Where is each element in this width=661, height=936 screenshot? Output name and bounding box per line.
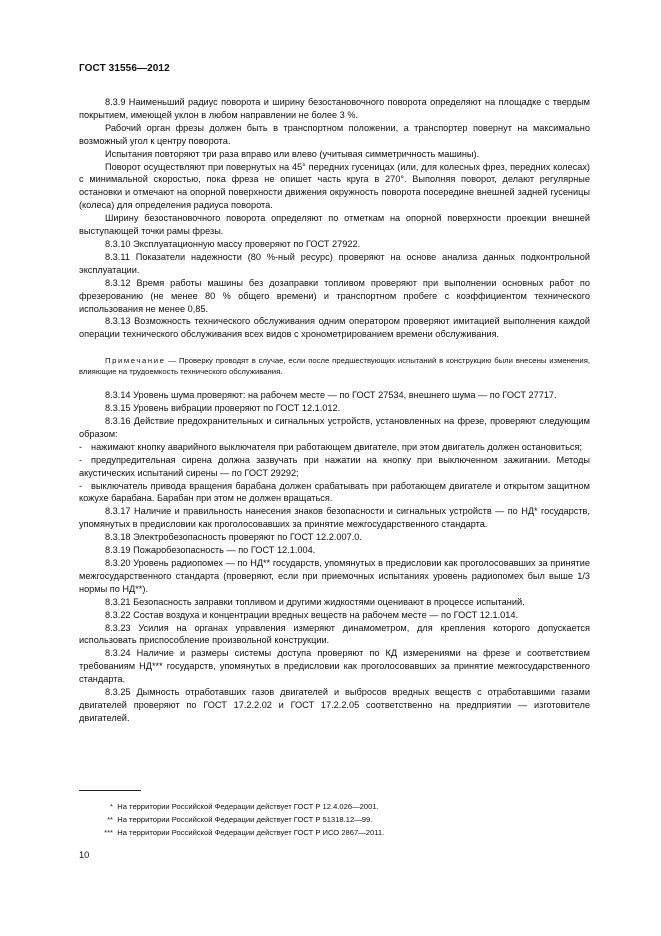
footnotes [79, 800, 590, 840]
paragraph: Рабочий орган фрезы должен быть в транспортном положении, а транспортер повернут на максимально возможный угол к центру поворота. [79, 122, 590, 146]
paragraph: 8.3.19 Пожаробезопасность — по ГОСТ 12.1.004. [105, 545, 316, 556]
paragraph: 8.3.17 Наличие и правильность нанесения знаков безопасности и сигнальных устройств — по НД* государств, упомянутых в предисловии как проголосовавших за принятие межгосударственного стандарта. [79, 506, 590, 530]
paragraph: 8.3.18 Электробезопасность проверяют по ГОСТ 12.2.007.0. [105, 532, 362, 543]
paragraph: 8.3.9 Наименьший радиус поворота и ширину безостановочного поворота определяют на площадке с твердым покрытием, имеющей уклон в любом направлении не более 3 %. [79, 97, 590, 120]
document-header: ГОСТ 31556—2012 [79, 63, 170, 74]
paragraph: 8.3.16 Действие предохранительных и сигнальных устройств, установленных на фрезе, проверяют следующим образом: [79, 416, 590, 439]
page-number: 10 [79, 850, 90, 860]
note-label: Примечание [105, 356, 166, 366]
paragraph: 8.3.13 Возможность технического обслуживания одним оператором проверяют имитацией выполнения каждой операции технического обслуживания всех видов с хронометрированием времени обслуживания. [79, 316, 590, 340]
paragraph: 8.3.22 Состав воздуха и концентрации вредных веществ на рабочем месте — по ГОСТ 12.1.014. [105, 609, 519, 620]
paragraph: Испытания повторяют три раза вправо или влево (учитывая симметричность машины). [105, 148, 480, 159]
paragraph: 8.3.25 Дымность отработавших газов двигателей и выбросов вредных веществ с отработавшими газами двигателей проверяют по ГОСТ 17.2.2.02 и ГОСТ 17.2.2.05 соответственно на предприятии — изготовителе двигателей. [79, 687, 590, 723]
footnote-divider [79, 790, 141, 791]
paragraph: 8.3.24 Наличие и размеры системы доступа проверяют по КД измерениями на фрезе и соответствием требованиям НД*** государств, упомянутых в предисловии как проголосовавших за принятие межгосударственного стандарта. [79, 648, 590, 685]
list-dash: - [79, 454, 83, 465]
paragraph: 8.3.10 Эксплуатационную массу проверяют по ГОСТ 27922. [105, 238, 361, 249]
paragraph: 8.3.20 Уровень радиопомех — по НД** государств, упомянутых в предисловии как проголосовавших за принятие межгосударственного стандарта (проверяют, если при приемочных испытаниях уровень радиопомех был выше 1/3 нормы по НД**). [79, 558, 590, 594]
list-dash: - [79, 480, 83, 491]
document-body [79, 96, 590, 725]
note-text: — Проверку проводят в случае, если после предшествующих испытаний в конструкцию были внесены изменения, влияющие на трудоемкость технического обслуживания. [79, 356, 590, 377]
paragraph: 8.3.12 Время работы машины без дозаправки топливом проверяют при выполнении основных работ по фрезерованию (не менее 80 % общего времени) и транспортном пробеге с коэффициентом технического использования не менее 0,85. [79, 277, 590, 314]
paragraph: 8.3.15 Уровень вибрации проверяют по ГОСТ 12.1.012. [105, 403, 341, 414]
footnote: ** На территории Российской Федерации действует ГОСТ Р 51318.12—99. [107, 815, 373, 825]
list-item: - нажимают кнопку аварийного выключателя при работающем двигателе, при этом двигатель должен остановиться; [79, 441, 583, 452]
paragraph: 8.3.21 Безопасность заправки топливом и другими жидкостями оценивают в процессе испытаний. [105, 596, 525, 607]
list-dash: - [79, 441, 83, 452]
paragraph: 8.3.11 Показатели надежности (80 %-ный ресурс) проверяют на основе анализа данных подконтрольной эксплуатации. [79, 251, 590, 275]
list-item: - предупредительная сирена должна зазвучать при нажатии на кнопку при выключенном зажигании. Методы акустических испытаний сирены — по ГОСТ 29292; [79, 454, 590, 478]
paragraph: Поворот осуществляют при повернутых на 45° передних гусеницах (или, для колесных фрез, передних колесах) с минимальной скоростью, пока фреза не опишет часть круга в 270°. Выполняя поворот, делают регулярные остановки и отмечают на опорной поверхности движения окружность поворота посередине внешней задней гусеницы (колеса) для определения радиуса поворота. [79, 161, 590, 211]
note [79, 355, 590, 377]
footnote: *** На территории Российской Федерации действует ГОСТ Р ИСО 2867—2011. [104, 828, 385, 838]
paragraph: 8.3.23 Усилия на органах управления измеряют динамометром, для крепления которого допускается использовать приспособление произвольной конструкции. [79, 622, 590, 646]
footnote: * На территории Российской Федерации действует ГОСТ Р 12.4.026—2001. [110, 802, 379, 811]
paragraph: Ширину безостановочного поворота определяют по отметкам на опорной поверхности проекции внешней выступающей точки рамы фрезы. [79, 213, 590, 237]
paragraph: 8.3.14 Уровень шума проверяют: на рабочем месте — по ГОСТ 27534, внешнего шума — по ГОСТ 27717. [105, 390, 557, 401]
list-item: - выключатель привода вращения барабана должен срабатывать при работающем двигателе и открытом защитном кожухе барабана. Барабан при этом не должен вращаться. [79, 480, 590, 504]
